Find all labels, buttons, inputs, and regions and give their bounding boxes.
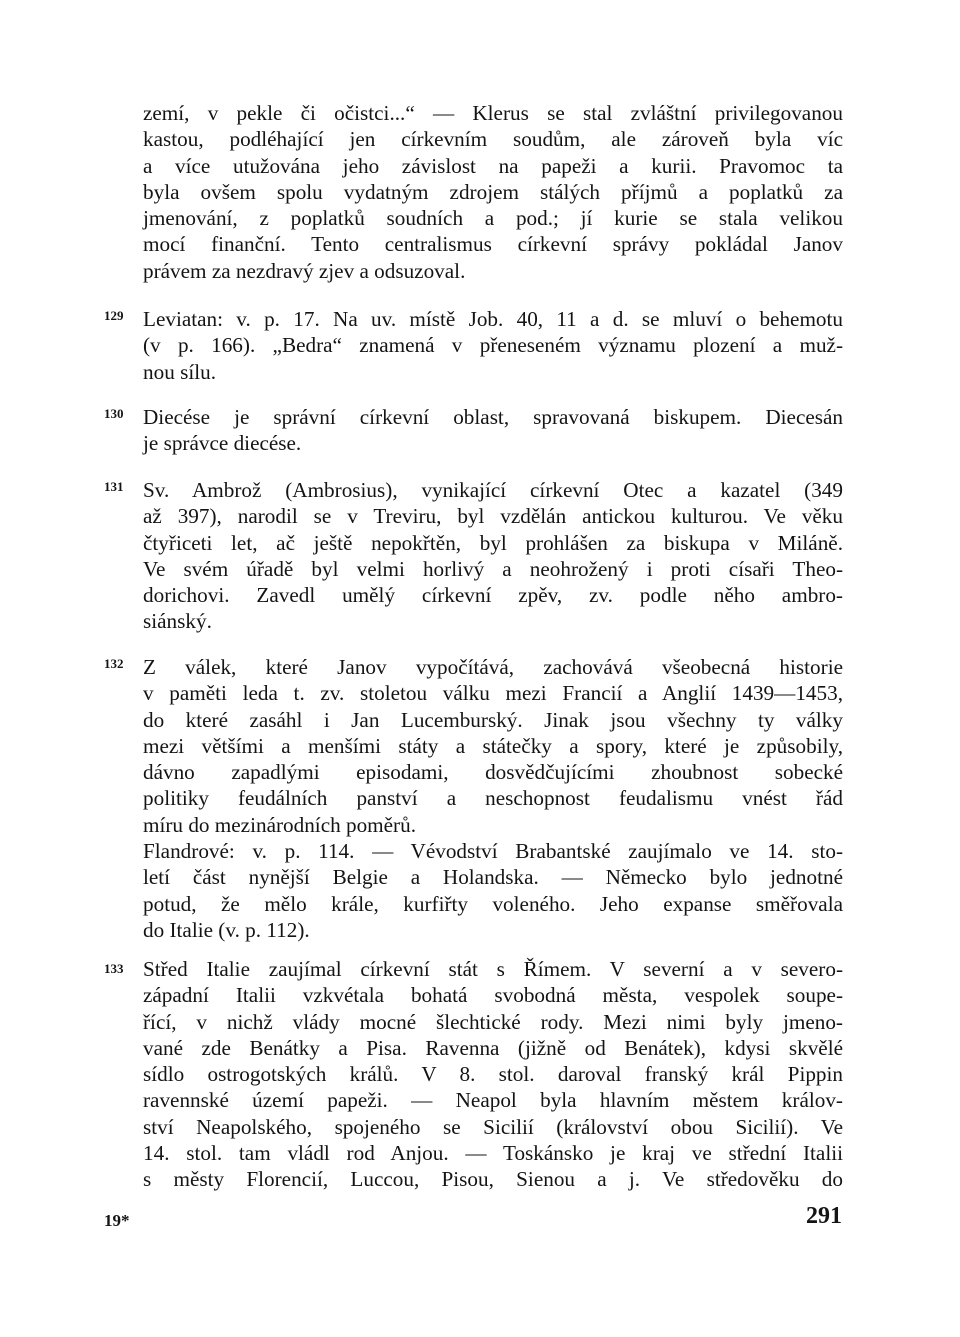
text-line: byla ovšem spolu vydatným zdrojem stálých příjmů a poplatků za — [143, 179, 843, 204]
footnote-130 — [143, 404, 843, 457]
footnote-number: 132 — [104, 656, 124, 671]
text-line: letí část nynější Belgie a Holandska. — Německo bylo jednotné — [143, 865, 843, 890]
text-line: (v p. 166). „Bedra“ znamená v přeneseném významu plození a muž- — [143, 333, 843, 358]
footnote-number: 129 — [104, 308, 124, 323]
text-line: ravennské území papeži. — Neapol byla hlavním městem králov- — [143, 1088, 843, 1113]
footnote-number: 133 — [104, 961, 124, 976]
text-line: politiky feudálních panství a neschopnost feudalismu vnést řád — [143, 786, 843, 811]
text-line: ství Neapolského, spojeného se Sicilií (království obou Sicilií). Ve — [143, 1114, 843, 1139]
footnote-131 — [143, 477, 843, 635]
text-line: je správce diecése. — [143, 431, 302, 456]
intro-paragraph — [143, 100, 843, 284]
text-line: Střed Italie zaujímal církevní stát s Římem. V severní a v severo- — [143, 957, 843, 981]
printer-signature-mark: 19* — [104, 1211, 130, 1230]
text-line: kastou, podléhající jen církevním soudům, ale zároveň byla víc — [143, 127, 843, 152]
text-line: mezi většími a menšími státy a státečky a spory, které je způsobily, — [143, 733, 843, 758]
text-line: dorichovi. Zavedl umělý církevní zpěv, zv. podle něho ambro- — [143, 583, 843, 608]
footnote-number: 131 — [104, 479, 124, 494]
text-line: potud, že mělo krále, kurfiřty voleného. Jeho expanse směřovala — [143, 891, 843, 916]
text-line: Flandrové: v. p. 114. — Vévodství Brabantské zaujímalo ve 14. sto- — [143, 839, 843, 864]
text-line: Z válek, které Janov vypočítává, zachovává všeobecná historie — [143, 655, 843, 679]
text-line: Leviatan: v. p. 17. Na uv. místě Job. 40, 11 a d. se mluví o behemotu — [143, 307, 843, 331]
text-line: v paměti leda t. zv. stoletou válku mezi Francií a Anglií 1439—1453, — [143, 681, 843, 706]
text-line: míru do mezinárodních poměrů. — [143, 812, 417, 837]
text-line: nou sílu. — [143, 359, 216, 384]
text-line: řící, v nichž vlády mocné šlechtické rody. Mezi nimi byly jmeno- — [143, 1009, 843, 1034]
text-line: sídlo ostrogotských králů. V 8. stol. daroval franský král Pippin — [143, 1062, 843, 1087]
text-line: čtyřiceti let, ač ještě nepokřtěn, byl prohlášen za biskupa v Miláně. — [143, 530, 843, 555]
text-line: Sv. Ambrož (Ambrosius), vynikající církevní Otec a kazatel (349 — [143, 478, 843, 502]
footnote-132 — [143, 654, 843, 943]
text-line: až 397), narodil se v Treviru, byl vzdělán antickou kulturou. Ve věku — [143, 504, 843, 529]
text-line: mocí finanční. Tento centralismus církevní správy pokládal Janov — [143, 232, 843, 257]
text-line: dávno zapadlými episodami, dosvědčujícími zhoubnost sobecké — [143, 760, 843, 785]
text-line: do které zasáhl i Jan Lucemburský. Jinak jsou všechny ty války — [143, 707, 843, 732]
footnote-number: 130 — [104, 406, 124, 421]
text-line: 14. stol. tam vládl rod Anjou. — Toskánsko je kraj ve střední Italii — [143, 1141, 843, 1166]
text-line: zemí, v pekle či očistci...“ — Klerus se stal zvláštní privilegovanou — [143, 101, 843, 125]
text-line: siánský. — [143, 609, 212, 634]
text-line: Ve svém úřadě byl velmi horlivý a neohrožený i proti císaři Theo- — [143, 556, 843, 581]
text-line: západní Italii vzkvétala bohatá svobodná města, vespolek soupe- — [143, 983, 843, 1008]
text-line: do Italie (v. p. 112). — [143, 917, 310, 942]
text-line: právem za nezdravý zjev a odsuzoval. — [143, 258, 466, 283]
page-number: 291 — [806, 1203, 842, 1229]
footnote-133 — [143, 956, 843, 1193]
text-line: vané zde Benátky a Pisa. Ravenna (jižně od Benátek), kdysi skvělé — [143, 1035, 843, 1060]
text-line: a více utužována jeho závislost na papeži a kurii. Pravomoc ta — [143, 153, 843, 178]
footnote-129 — [143, 306, 843, 385]
text-line: Diecése je správní církevní oblast, spravovaná biskupem. Diecesán — [143, 405, 843, 429]
text-line: s městy Florencií, Luccou, Pisou, Sienou a j. Ve středověku do — [143, 1167, 843, 1192]
text-line: jmenování, z poplatků soudních a pod.; jí kurie se stala velikou — [143, 206, 843, 231]
